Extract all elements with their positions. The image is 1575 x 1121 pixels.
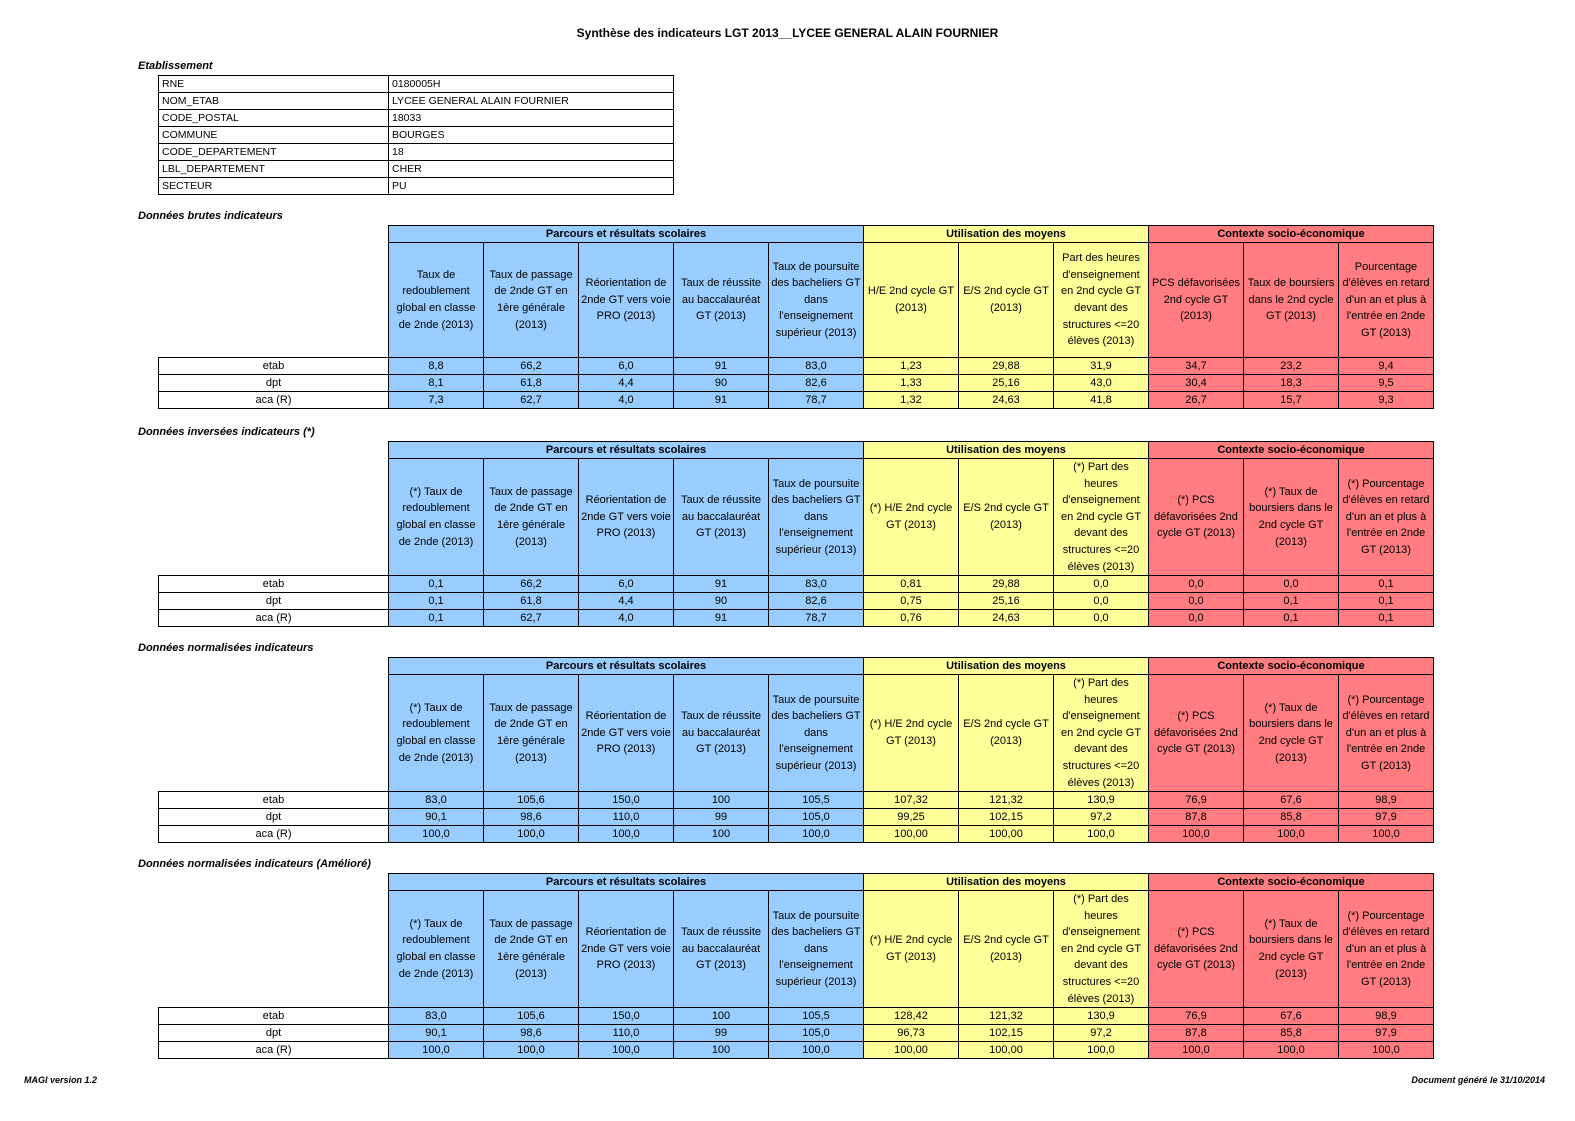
table-row (159, 93, 674, 110)
data-cell: 62,7 (484, 392, 579, 409)
column-header: Taux de poursuite des bacheliers GT dans l'enseignement supérieur (2013) (769, 243, 864, 358)
column-header: Réorientation de 2nde GT vers voie PRO (2013) (579, 891, 674, 1008)
column-header: (*) Part des heures d'enseignement en 2nd cycle GT devant des structures <=20 élèves (2013) (1054, 459, 1149, 576)
data-cell: 0,0 (1244, 576, 1339, 593)
info-key: RNE (159, 76, 389, 93)
column-header: E/S 2nd cycle GT (2013) (959, 459, 1054, 576)
data-cell: 9,5 (1339, 375, 1434, 392)
table-row (159, 127, 674, 144)
column-header: (*) Taux de redoublement global en classe de 2nde (2013) (389, 675, 484, 792)
table-row (159, 826, 1434, 843)
data-cell: 105,5 (769, 792, 864, 809)
data-cell: 76,9 (1149, 1008, 1244, 1025)
data-cell: 97,9 (1339, 1025, 1434, 1042)
info-value: PU (389, 178, 674, 195)
group-parcours: Parcours et résultats scolaires (389, 874, 864, 891)
column-header: Réorientation de 2nde GT vers voie PRO (2013) (579, 675, 674, 792)
footer-version: MAGI version 1.2 (24, 1075, 98, 1085)
table-row (159, 178, 674, 195)
column-header: Taux de poursuite des bacheliers GT dans l'enseignement supérieur (2013) (769, 891, 864, 1008)
group-contexte: Contexte socio-économique (1149, 442, 1434, 459)
info-key: LBL_DEPARTEMENT (159, 161, 389, 178)
info-value: 0180005H (389, 76, 674, 93)
column-header: (*) Taux de boursiers dans le 2nd cycle GT (2013) (1244, 459, 1339, 576)
row-label: aca (R) (159, 826, 389, 843)
data-cell: 29,88 (959, 358, 1054, 375)
data-cell: 87,8 (1149, 1025, 1244, 1042)
data-cell: 130,9 (1054, 792, 1149, 809)
group-moyens: Utilisation des moyens (864, 442, 1149, 459)
group-parcours: Parcours et résultats scolaires (389, 226, 864, 243)
data-cell: 61,8 (484, 593, 579, 610)
data-cell: 82,6 (769, 375, 864, 392)
data-cell: 85,8 (1244, 1025, 1339, 1042)
data-cell: 0,1 (1339, 576, 1434, 593)
group-header-row (159, 442, 1434, 459)
data-cell: 41,8 (1054, 392, 1149, 409)
column-header: Taux de poursuite des bacheliers GT dans l'enseignement supérieur (2013) (769, 675, 864, 792)
data-cell: 100,00 (959, 1042, 1054, 1059)
data-cell: 9,4 (1339, 358, 1434, 375)
footer-generated: Document généré le 31/10/2014 (1411, 1075, 1545, 1085)
data-cell: 0,1 (389, 610, 484, 627)
data-cell: 67,6 (1244, 792, 1339, 809)
data-cell: 0,0 (1149, 610, 1244, 627)
data-cell: 66,2 (484, 576, 579, 593)
data-cell: 24,63 (959, 610, 1054, 627)
column-header: Réorientation de 2nde GT vers voie PRO (2013) (579, 459, 674, 576)
data-cell: 90,1 (389, 1025, 484, 1042)
column-header: (*) Taux de redoublement global en classe de 2nde (2013) (389, 459, 484, 576)
data-cell: 91 (674, 392, 769, 409)
data-cell: 97,2 (1054, 1025, 1149, 1042)
data-cell: 66,2 (484, 358, 579, 375)
page-title: Synthèse des indicateurs LGT 2013__LYCEE GENERAL ALAIN FOURNIER (576, 26, 999, 40)
data-cell: 83,0 (389, 1008, 484, 1025)
data-cell: 100,0 (1339, 826, 1434, 843)
data-cell: 23,2 (1244, 358, 1339, 375)
indicator-table (158, 441, 1434, 627)
data-cell: 100,00 (864, 826, 959, 843)
data-cell: 100,0 (389, 1042, 484, 1059)
blank-corner (159, 874, 389, 1008)
table-row (159, 1008, 1434, 1025)
row-label: etab (159, 358, 389, 375)
data-cell: 100,0 (389, 826, 484, 843)
section-title-etablissement: Etablissement (138, 60, 213, 72)
data-cell: 98,6 (484, 1025, 579, 1042)
data-cell: 100 (674, 1008, 769, 1025)
data-cell: 100,00 (959, 826, 1054, 843)
info-key: NOM_ETAB (159, 93, 389, 110)
info-key: SECTEUR (159, 178, 389, 195)
data-cell: 29,88 (959, 576, 1054, 593)
column-header: (*) Taux de boursiers dans le 2nd cycle GT (2013) (1244, 675, 1339, 792)
data-cell: 34,7 (1149, 358, 1244, 375)
data-cell: 97,2 (1054, 809, 1149, 826)
data-cell: 61,8 (484, 375, 579, 392)
data-cell: 105,6 (484, 1008, 579, 1025)
data-cell: 24,63 (959, 392, 1054, 409)
data-cell: 91 (674, 358, 769, 375)
info-key: COMMUNE (159, 127, 389, 144)
data-cell: 76,9 (1149, 792, 1244, 809)
column-header: (*) PCS défavorisées 2nd cycle GT (2013) (1149, 459, 1244, 576)
data-cell: 0,0 (1054, 576, 1149, 593)
data-cell: 83,0 (389, 792, 484, 809)
data-cell: 82,6 (769, 593, 864, 610)
data-cell: 121,32 (959, 792, 1054, 809)
column-header: Taux de boursiers dans le 2nd cycle GT (2013) (1244, 243, 1339, 358)
column-header: (*) PCS défavorisées 2nd cycle GT (2013) (1149, 891, 1244, 1008)
group-parcours: Parcours et résultats scolaires (389, 442, 864, 459)
data-cell: 6,0 (579, 576, 674, 593)
table-row (159, 809, 1434, 826)
data-cell: 100,0 (484, 826, 579, 843)
column-header: Taux de redoublement global en classe de 2nde (2013) (389, 243, 484, 358)
table-row (159, 375, 1434, 392)
data-cell: 62,7 (484, 610, 579, 627)
column-header: (*) Pourcentage d'élèves en retard d'un an et plus à l'entrée en 2nde GT (2013) (1339, 459, 1434, 576)
data-cell: 100,0 (484, 1042, 579, 1059)
column-header: Taux de réussite au baccalauréat GT (2013) (674, 243, 769, 358)
data-cell: 8,8 (389, 358, 484, 375)
data-cell: 100,0 (1339, 1042, 1434, 1059)
data-cell: 1,33 (864, 375, 959, 392)
data-cell: 98,9 (1339, 1008, 1434, 1025)
indicator-table (158, 225, 1434, 409)
group-header-row (159, 226, 1434, 243)
data-cell: 100,00 (864, 1042, 959, 1059)
data-cell: 100,0 (579, 826, 674, 843)
data-cell: 0,1 (1339, 593, 1434, 610)
group-contexte: Contexte socio-économique (1149, 226, 1434, 243)
data-cell: 0,1 (1244, 593, 1339, 610)
data-cell: 100,0 (1149, 826, 1244, 843)
column-header: Taux de réussite au baccalauréat GT (2013) (674, 459, 769, 576)
data-cell: 67,6 (1244, 1008, 1339, 1025)
column-header: (*) Pourcentage d'élèves en retard d'un an et plus à l'entrée en 2nde GT (2013) (1339, 891, 1434, 1008)
data-cell: 121,32 (959, 1008, 1054, 1025)
data-cell: 18,3 (1244, 375, 1339, 392)
data-cell: 31,9 (1054, 358, 1149, 375)
group-moyens: Utilisation des moyens (864, 874, 1149, 891)
data-cell: 100 (674, 826, 769, 843)
data-cell: 91 (674, 610, 769, 627)
row-label: etab (159, 792, 389, 809)
column-header: (*) PCS défavorisées 2nd cycle GT (2013) (1149, 675, 1244, 792)
data-cell: 99 (674, 1025, 769, 1042)
data-cell: 83,0 (769, 358, 864, 375)
data-cell: 105,5 (769, 1008, 864, 1025)
data-cell: 6,0 (579, 358, 674, 375)
section-title: Données inversées indicateurs (*) (138, 426, 315, 438)
data-cell: 100,0 (1149, 1042, 1244, 1059)
column-header: Taux de passage de 2nde GT en 1ère générale (2013) (484, 675, 579, 792)
group-moyens: Utilisation des moyens (864, 226, 1149, 243)
column-header: (*) Pourcentage d'élèves en retard d'un an et plus à l'entrée en 2nde GT (2013) (1339, 675, 1434, 792)
row-label: aca (R) (159, 610, 389, 627)
data-cell: 15,7 (1244, 392, 1339, 409)
data-cell: 100,0 (1244, 826, 1339, 843)
data-cell: 96,73 (864, 1025, 959, 1042)
table-row (159, 576, 1434, 593)
data-cell: 25,16 (959, 593, 1054, 610)
data-cell: 4,0 (579, 610, 674, 627)
data-cell: 98,9 (1339, 792, 1434, 809)
data-cell: 0,75 (864, 593, 959, 610)
data-cell: 0,81 (864, 576, 959, 593)
data-cell: 97,9 (1339, 809, 1434, 826)
table-row (159, 1042, 1434, 1059)
data-cell: 91 (674, 576, 769, 593)
info-key: CODE_DEPARTEMENT (159, 144, 389, 161)
data-cell: 99,25 (864, 809, 959, 826)
column-header: (*) Taux de redoublement global en classe de 2nde (2013) (389, 891, 484, 1008)
column-header: Taux de réussite au baccalauréat GT (2013) (674, 891, 769, 1008)
info-value: CHER (389, 161, 674, 178)
data-cell: 83,0 (769, 576, 864, 593)
column-header: Pourcentage d'élèves en retard d'un an et plus à l'entrée en 2nde GT (2013) (1339, 243, 1434, 358)
row-label: etab (159, 1008, 389, 1025)
data-cell: 150,0 (579, 1008, 674, 1025)
info-key: CODE_POSTAL (159, 110, 389, 127)
group-parcours: Parcours et résultats scolaires (389, 658, 864, 675)
data-cell: 0,1 (1339, 610, 1434, 627)
data-cell: 90 (674, 593, 769, 610)
data-cell: 100 (674, 792, 769, 809)
data-cell: 4,0 (579, 392, 674, 409)
data-cell: 130,9 (1054, 1008, 1149, 1025)
column-header: (*) H/E 2nd cycle GT (2013) (864, 459, 959, 576)
data-cell: 100,0 (1244, 1042, 1339, 1059)
data-cell: 0,0 (1054, 610, 1149, 627)
data-cell: 0,0 (1054, 593, 1149, 610)
table-row (159, 161, 674, 178)
data-cell: 1,32 (864, 392, 959, 409)
group-contexte: Contexte socio-économique (1149, 658, 1434, 675)
info-value: 18 (389, 144, 674, 161)
data-cell: 100,0 (769, 1042, 864, 1059)
data-cell: 7,3 (389, 392, 484, 409)
data-cell: 0,1 (1244, 610, 1339, 627)
data-cell: 100,0 (769, 826, 864, 843)
data-cell: 0,0 (1149, 593, 1244, 610)
row-label: dpt (159, 1025, 389, 1042)
data-cell: 0,1 (389, 593, 484, 610)
data-cell: 105,0 (769, 809, 864, 826)
table-row (159, 792, 1434, 809)
data-cell: 87,8 (1149, 809, 1244, 826)
table-row (159, 144, 674, 161)
column-header: E/S 2nd cycle GT (2013) (959, 243, 1054, 358)
data-cell: 102,15 (959, 809, 1054, 826)
data-cell: 4,4 (579, 375, 674, 392)
data-cell: 1,23 (864, 358, 959, 375)
column-header: Taux de passage de 2nde GT en 1ère générale (2013) (484, 243, 579, 358)
blank-corner (159, 658, 389, 792)
column-header: PCS défavorisées 2nd cycle GT (2013) (1149, 243, 1244, 358)
data-cell: 0,0 (1149, 576, 1244, 593)
column-header: E/S 2nd cycle GT (2013) (959, 675, 1054, 792)
data-cell: 85,8 (1244, 809, 1339, 826)
table-row (159, 1025, 1434, 1042)
column-header: Taux de poursuite des bacheliers GT dans l'enseignement supérieur (2013) (769, 459, 864, 576)
row-label: dpt (159, 593, 389, 610)
etablissement-table (158, 75, 674, 195)
column-header: (*) Part des heures d'enseignement en 2nd cycle GT devant des structures <=20 élèves (2013) (1054, 675, 1149, 792)
blank-corner (159, 226, 389, 358)
data-cell: 90,1 (389, 809, 484, 826)
data-cell: 128,42 (864, 1008, 959, 1025)
data-cell: 99 (674, 809, 769, 826)
data-cell: 110,0 (579, 809, 674, 826)
data-cell: 102,15 (959, 1025, 1054, 1042)
table-row (159, 358, 1434, 375)
indicator-table (158, 657, 1434, 843)
table-row (159, 392, 1434, 409)
column-header: Taux de réussite au baccalauréat GT (2013) (674, 675, 769, 792)
data-cell: 90 (674, 375, 769, 392)
section-title: Données normalisées indicateurs (Amélioré) (138, 858, 371, 870)
data-cell: 9,3 (1339, 392, 1434, 409)
column-header: Taux de passage de 2nde GT en 1ère générale (2013) (484, 891, 579, 1008)
column-header: Taux de passage de 2nde GT en 1ère générale (2013) (484, 459, 579, 576)
data-cell: 8,1 (389, 375, 484, 392)
row-label: aca (R) (159, 392, 389, 409)
data-cell: 110,0 (579, 1025, 674, 1042)
row-label: dpt (159, 809, 389, 826)
data-cell: 30,4 (1149, 375, 1244, 392)
row-label: etab (159, 576, 389, 593)
data-cell: 100,0 (1054, 1042, 1149, 1059)
column-header: (*) H/E 2nd cycle GT (2013) (864, 891, 959, 1008)
group-header-row (159, 874, 1434, 891)
data-cell: 100,0 (1054, 826, 1149, 843)
column-header: E/S 2nd cycle GT (2013) (959, 891, 1054, 1008)
info-value: 18033 (389, 110, 674, 127)
column-header: H/E 2nd cycle GT (2013) (864, 243, 959, 358)
group-contexte: Contexte socio-économique (1149, 874, 1434, 891)
row-label: aca (R) (159, 1042, 389, 1059)
table-row (159, 610, 1434, 627)
column-header: (*) Taux de boursiers dans le 2nd cycle GT (2013) (1244, 891, 1339, 1008)
data-cell: 105,0 (769, 1025, 864, 1042)
data-cell: 105,6 (484, 792, 579, 809)
group-moyens: Utilisation des moyens (864, 658, 1149, 675)
column-header: (*) Part des heures d'enseignement en 2nd cycle GT devant des structures <=20 élèves (2013) (1054, 891, 1149, 1008)
table-row (159, 110, 674, 127)
data-cell: 0,1 (389, 576, 484, 593)
column-header: (*) H/E 2nd cycle GT (2013) (864, 675, 959, 792)
data-cell: 43,0 (1054, 375, 1149, 392)
table-row (159, 593, 1434, 610)
column-header: Réorientation de 2nde GT vers voie PRO (2013) (579, 243, 674, 358)
data-cell: 78,7 (769, 610, 864, 627)
row-label: dpt (159, 375, 389, 392)
indicator-table (158, 873, 1434, 1059)
data-cell: 0,76 (864, 610, 959, 627)
data-cell: 98,6 (484, 809, 579, 826)
data-cell: 25,16 (959, 375, 1054, 392)
blank-corner (159, 442, 389, 576)
table-row (159, 76, 674, 93)
info-value: LYCEE GENERAL ALAIN FOURNIER (389, 93, 674, 110)
data-cell: 150,0 (579, 792, 674, 809)
column-header: Part des heures d'enseignement en 2nd cycle GT devant des structures <=20 élèves (2013) (1054, 243, 1149, 358)
data-cell: 4,4 (579, 593, 674, 610)
data-cell: 107,32 (864, 792, 959, 809)
data-cell: 100,0 (579, 1042, 674, 1059)
data-cell: 26,7 (1149, 392, 1244, 409)
group-header-row (159, 658, 1434, 675)
info-value: BOURGES (389, 127, 674, 144)
section-title: Données normalisées indicateurs (138, 642, 314, 654)
data-cell: 78,7 (769, 392, 864, 409)
data-cell: 100 (674, 1042, 769, 1059)
section-title: Données brutes indicateurs (138, 210, 283, 222)
